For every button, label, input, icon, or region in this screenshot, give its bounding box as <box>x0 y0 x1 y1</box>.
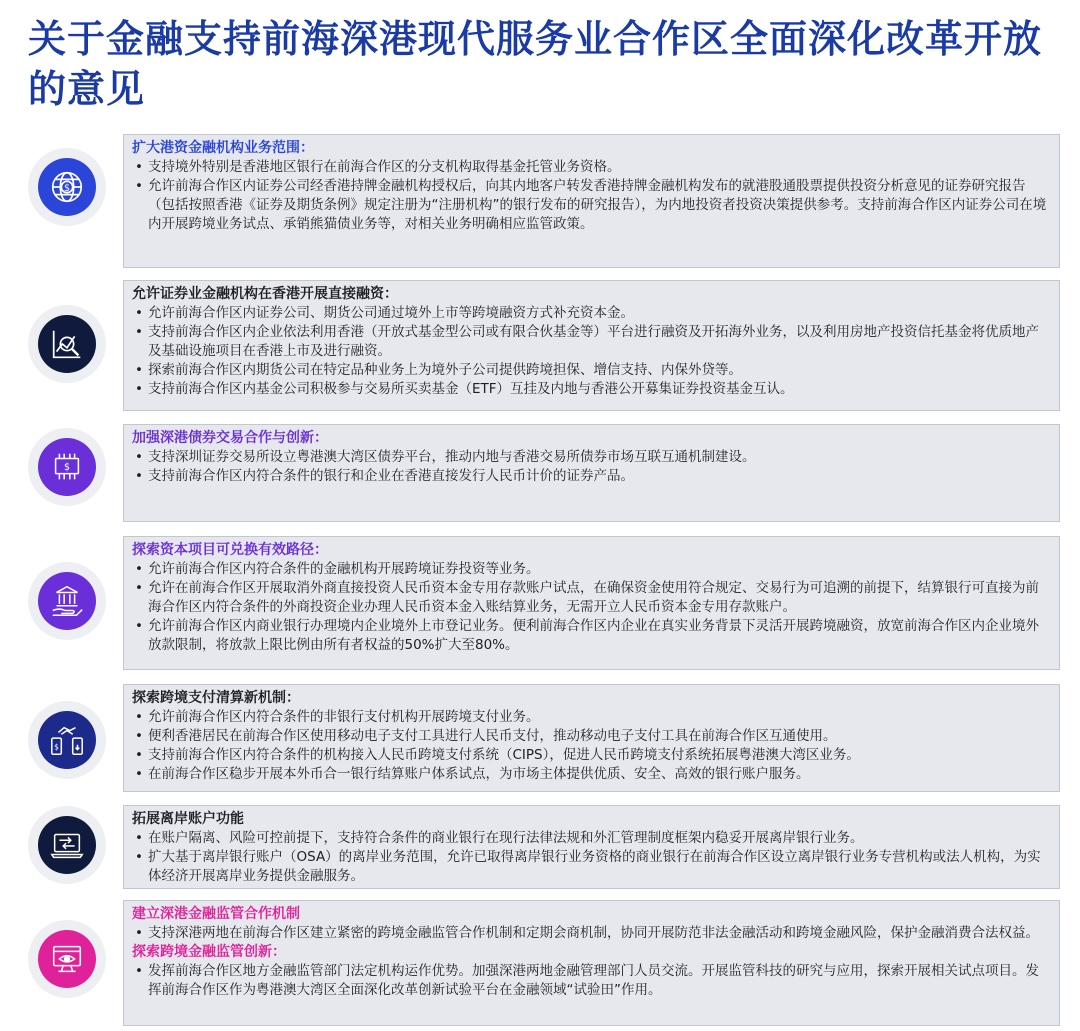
list-item: • 允许在前海合作区开展取消外商直接投资人民币资本金专用存款账户试点，在确保资金使用符合规定、交易行为可追溯的前提下，结算银行可直接为前海合作区内符合条件的外商投资企业办理人民币资本金入账结算业务，无需开立人民币资本金专用存款账户。 <box>132 579 1051 617</box>
list-item: • 在前海合作区稳步开展本外币合一银行结算账户体系试点，为市场主体提供优质、安全、高效的银行账户服务。 <box>132 765 1051 784</box>
section-2 <box>123 280 1060 411</box>
section-title: 建立深港金融监管合作机制 <box>132 906 300 922</box>
section-7 <box>123 900 1060 1026</box>
svg-text:$: $ <box>54 742 59 752</box>
section-3 <box>123 424 1060 522</box>
list-item: • 便利香港居民在前海合作区使用移动电子支付工具进行人民币支付，推动移动电子支付工具在前海合作区互通使用。 <box>132 727 1051 746</box>
handshake-payment-icon <box>38 711 96 769</box>
list-item: • 支持深圳证券交易所设立粤港澳大湾区债券平台，推动内地与香港交易所债券市场互联互通机制建设。 <box>132 448 1051 467</box>
section-title: 扩大港资金融机构业务范围： <box>132 140 314 156</box>
section-title: 加强深港债券交易合作与创新： <box>132 430 328 446</box>
list-item: • 允许前海合作区内证券公司、期货公司通过境外上市等跨境融资方式补充资本金。 <box>132 304 1051 323</box>
list-item: • 允许前海合作区内符合条件的非银行支付机构开展跨境支付业务。 <box>132 708 1051 727</box>
page-title: 关于金融支持前海深港现代服务业合作区全面深化改革开放的意见 <box>28 17 1043 111</box>
list-item: • 支持前海合作区内符合条件的银行和企业在香港直接发行人民币计价的证券产品。 <box>132 467 1051 486</box>
monitor-eye-icon <box>38 930 96 988</box>
svg-text:$: $ <box>63 182 71 194</box>
section-6 <box>123 805 1060 889</box>
list-item: • 支持前海合作区内企业依法利用香港（开放式基金型公司或有限合伙基金等）平台进行融资及开拓海外业务，以及利用房地产投资信托基金将优质地产及基础设施项目在香港上市及进行融资。 <box>132 323 1051 361</box>
section-subtitle: 探索跨境金融监管创新： <box>132 944 286 960</box>
section-5 <box>123 684 1060 792</box>
globe-dollar-icon <box>38 158 96 216</box>
list-item: • 支持前海合作区内符合条件的机构接入人民币跨境支付系统（CIPS），促进人民币跨境支付系统拓展粤港澳大湾区业务。 <box>132 746 1051 765</box>
list-item: • 支持深港两地在前海合作区建立紧密的跨境金融监管合作机制和定期会商机制，协同开展防范非法金融活动和跨境金融风险，保护金融消费合法权益。 <box>132 924 1051 943</box>
bank-hand-icon <box>38 572 96 630</box>
list-item: • 支持境外特别是香港地区银行在前海合作区的分支机构取得基金托管业务资格。 <box>132 158 1051 177</box>
section-2-icon-wrap <box>28 305 106 383</box>
list-item: • 在账户隔离、风险可控前提下，支持符合条件的商业银行在现行法律法规和外汇管理制度框架内稳妥开展离岸银行业务。 <box>132 829 1051 848</box>
list-item: • 允许前海合作区内符合条件的金融机构开展跨境证券投资等业务。 <box>132 560 1051 579</box>
section-title: 探索跨境支付清算新机制： <box>132 690 300 706</box>
laptop-transfer-icon <box>38 816 96 874</box>
bond-chip-icon <box>38 438 96 496</box>
svg-text:$: $ <box>63 461 71 473</box>
section-1-icon-wrap <box>28 148 106 226</box>
section-3-icon-wrap <box>28 428 106 506</box>
section-title: 探索资本项目可兑换有效路径： <box>132 542 328 558</box>
section-6-icon-wrap <box>28 806 106 884</box>
section-title: 拓展离岸账户功能 <box>132 811 244 827</box>
list-item: • 扩大基于离岸银行账户（OSA）的离岸业务范围，允许已取得离岸银行业务资格的商业银行在前海合作区设立离岸银行业务专营机构或法人机构，为实体经济开展离岸业务提供金融服务。 <box>132 848 1051 886</box>
list-item: • 探索前海合作区内期货公司在特定品种业务上为境外子公司提供跨境担保、增信支持、内保外贷等。 <box>132 361 1051 380</box>
chart-magnifier-icon <box>38 315 96 373</box>
list-item: • 发挥前海合作区地方金融监管部门法定机构运作优势。加强深港两地金融管理部门人员交流。开展监管科技的研究与应用，探索开展相关试点项目。发挥前海合作区作为粤港澳大湾区全面深化改革创新试验平台在金融领域“试验田”作用。 <box>132 962 1051 1000</box>
section-1 <box>123 134 1060 268</box>
list-item: • 允许前海合作区内证券公司经香港持牌金融机构授权后，向其内地客户转发香港持牌金融机构发布的就港股通股票提供投资分析意见的证券研究报告（包括按照香港《证券及期货条例》规定注册为“注册机构”的银行发布的研究报告），为内地投资者投资决策提供参考。支持前海合作区内证券公司在境内开展跨境业务试点、承销熊猫债业务等，对相关业务明确相应监管政策。 <box>132 177 1051 234</box>
section-4 <box>123 536 1060 670</box>
section-5-icon-wrap <box>28 701 106 779</box>
list-item: • 支持前海合作区内基金公司积极参与交易所买卖基金（ETF）互挂及内地与香港公开募集证券投资基金互认。 <box>132 380 1051 399</box>
section-title: 允许证券业金融机构在香港开展直接融资： <box>132 286 398 302</box>
list-item: • 允许前海合作区内商业银行办理境内企业境外上市登记业务。便利前海合作区内企业在真实业务背景下灵活开展跨境融资，放宽前海合作区内企业境外放款限制，将放款上限比例由所有者权益的50%扩大至80%。 <box>132 617 1051 655</box>
section-4-icon-wrap <box>28 562 106 640</box>
section-7-icon-wrap <box>28 920 106 998</box>
